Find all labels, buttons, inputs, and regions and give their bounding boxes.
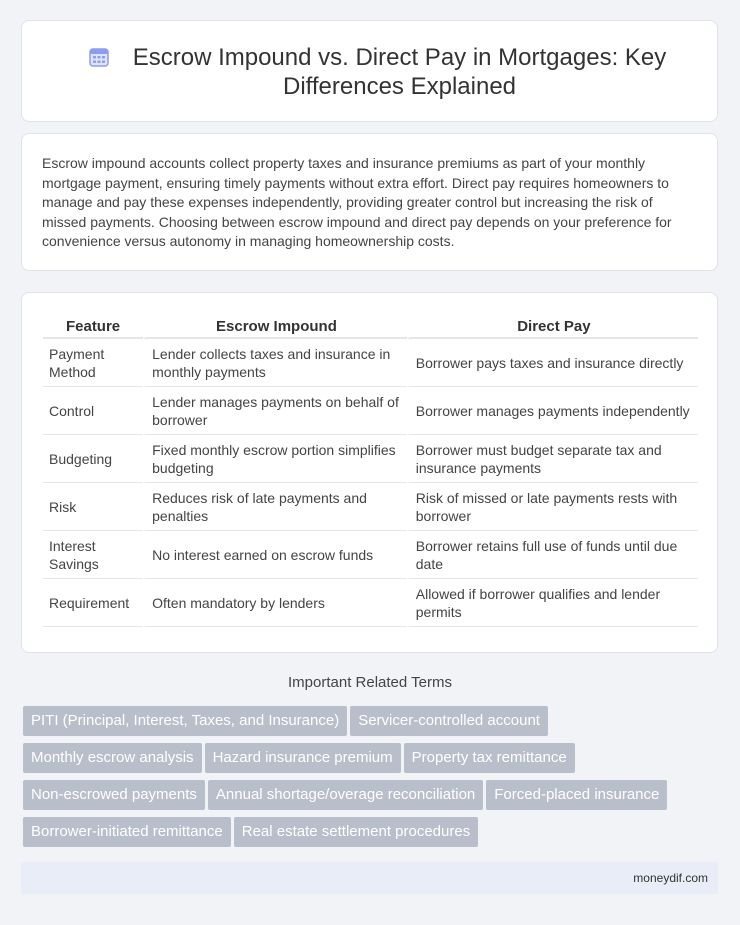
escrow-cell: Lender manages payments on behalf of borrower: [143, 387, 407, 435]
direct-pay-cell: Risk of missed or late payments rests with borrower: [407, 483, 698, 531]
feature-cell: Interest Savings: [43, 531, 143, 579]
related-terms-title: Important Related Terms: [288, 674, 452, 691]
table-row: [43, 531, 698, 579]
related-term-tag[interactable]: Property tax remittance: [404, 743, 575, 773]
related-term-tag[interactable]: Borrower-initiated remittance: [23, 817, 231, 847]
table-row: [43, 435, 698, 483]
related-term-tag[interactable]: Real estate settlement procedures: [234, 817, 478, 847]
title-card: [21, 20, 718, 122]
feature-cell: Requirement: [43, 579, 143, 627]
related-term-tag[interactable]: Hazard insurance premium: [205, 743, 401, 773]
related-term-tag[interactable]: Annual shortage/overage reconciliation: [208, 780, 483, 810]
direct-pay-cell: Borrower manages payments independently: [407, 387, 698, 435]
table-row: [43, 387, 698, 435]
feature-cell: Budgeting: [43, 435, 143, 483]
related-term-tag[interactable]: Servicer-controlled account: [350, 706, 548, 736]
related-term-tag[interactable]: PITI (Principal, Interest, Taxes, and Insurance): [23, 706, 347, 736]
related-term-tag[interactable]: Non-escrowed payments: [23, 780, 205, 810]
footer: [21, 862, 718, 894]
intro-card: [21, 133, 718, 271]
feature-cell: Payment Method: [43, 339, 143, 387]
header-feature: Feature: [43, 315, 143, 339]
table-row: [43, 483, 698, 531]
direct-pay-cell: Borrower must budget separate tax and insurance payments: [407, 435, 698, 483]
related-term-tag[interactable]: Forced-placed insurance: [486, 780, 667, 810]
escrow-cell: Lender collects taxes and insurance in monthly payments: [143, 339, 407, 387]
intro-paragraph: Escrow impound accounts collect property taxes and insurance premiums as part of your monthly mortgage payment, ensuring timely payments without extra effort. Direct pay requires homeowners to manage and pay these expenses independently, providing greater control but increasing the risk of missed payments. Choosing between escrow impound and direct pay depends on your preference for convenience versus autonomy in managing homeownership costs.: [42, 155, 672, 250]
table-row: [43, 579, 698, 627]
direct-pay-cell: Borrower pays taxes and insurance directly: [407, 339, 698, 387]
feature-cell: Control: [43, 387, 143, 435]
header-direct-pay: Direct Pay: [407, 315, 698, 339]
comparison-card: [21, 292, 718, 653]
comparison-table: [43, 315, 698, 627]
escrow-cell: Reduces risk of late payments and penalties: [143, 483, 407, 531]
page-title: Escrow Impound vs. Direct Pay in Mortgages: Key Differences Explained: [132, 44, 667, 100]
direct-pay-cell: Allowed if borrower qualifies and lender permits: [407, 579, 698, 627]
feature-cell: Risk: [43, 483, 143, 531]
escrow-cell: No interest earned on escrow funds: [143, 531, 407, 579]
header-escrow-impound: Escrow Impound: [143, 315, 407, 339]
related-term-tag[interactable]: Monthly escrow analysis: [23, 743, 202, 773]
escrow-cell: Fixed monthly escrow portion simplifies budgeting: [143, 435, 407, 483]
footer-site-link[interactable]: moneydif.com: [633, 871, 708, 885]
related-terms-list: [23, 706, 723, 854]
table-header-row: [43, 315, 698, 339]
table-row: [43, 339, 698, 387]
direct-pay-cell: Borrower retains full use of funds until due date: [407, 531, 698, 579]
escrow-cell: Often mandatory by lenders: [143, 579, 407, 627]
